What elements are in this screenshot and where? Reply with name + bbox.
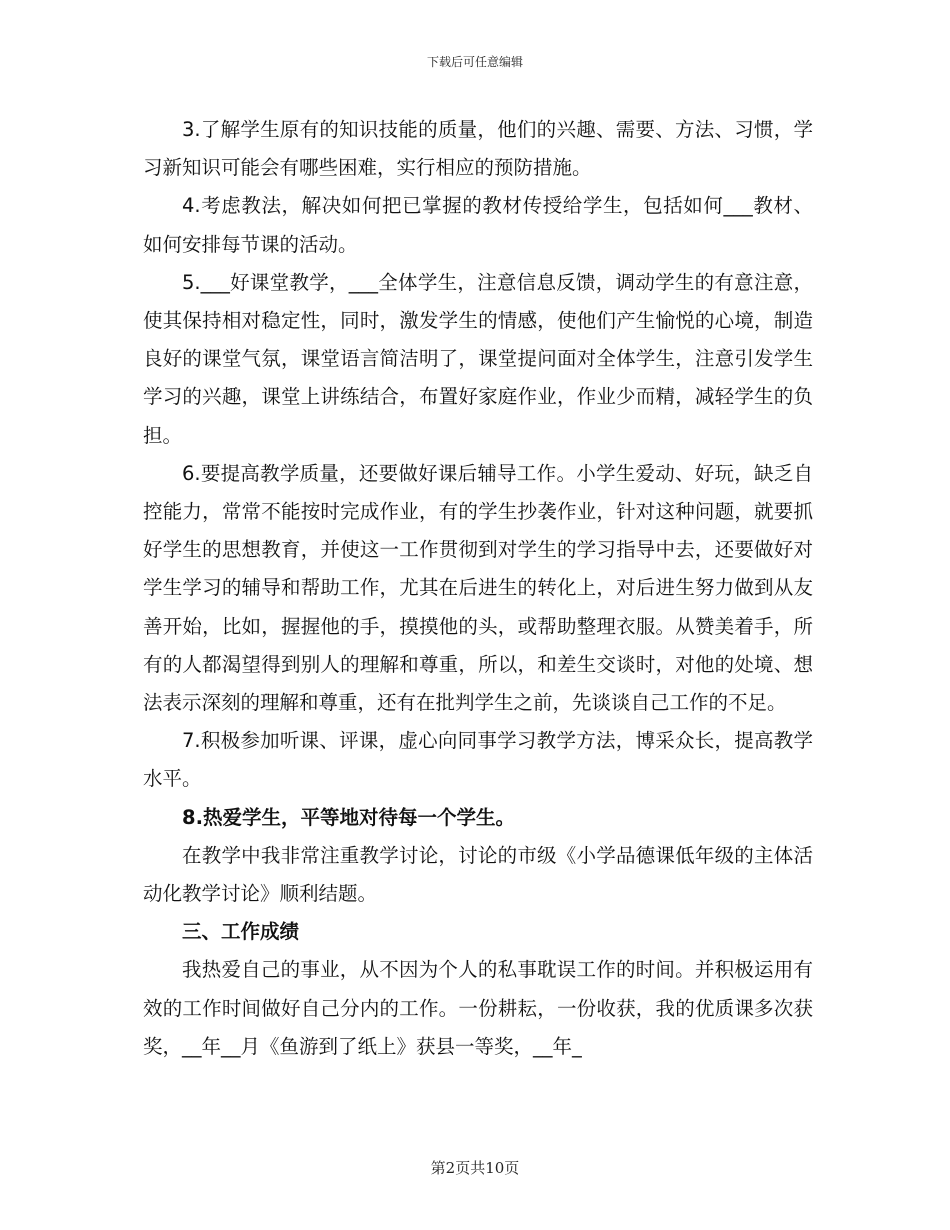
- page-header: 下载后可任意编辑: [426, 55, 523, 69]
- paragraph-item-3: 3.了解学生原有的知识技能的质量，他们的兴趣、需要、方法、习惯，学习新知识可能会有哪些困难，实行相应的预防措施。: [143, 118, 813, 180]
- paragraph-achievements: 我热爱自己的事业，从不因为个人的私事耽误工作的时间。并积极运用有效的工作时间做好自己分内的工作。一份耕耘，一份收获，我的优质课多次获奖，__年__月《鱼游到了纸上》获县一等奖，__年_: [143, 958, 813, 1058]
- paragraph-item-5: 5.___好课堂教学，___全体学生，注意信息反馈，调动学生的有意注意，使其保持相对稳定性，同时，激发学生的情感，使他们产生愉悦的心境，制造良好的课堂气氛，课堂语言简洁明了，课堂提问面对全体学生，注意引发学生学习的兴趣，课堂上讲练结合，布置好家庭作业，作业少而精，减轻学生的负担。: [143, 270, 813, 447]
- paragraph-item-4: 4.考虑教法，解决如何把已掌握的教材传授给学生，包括如何___教材、如何安排每节课的活动。: [143, 194, 813, 256]
- paragraph-item-8-heading: 8.热爱学生，平等地对待每一个学生。: [182, 805, 515, 829]
- paragraph-item-6: 6.要提高教学质量，还要做好课后辅导工作。小学生爱动、好玩，缺乏自控能力，常常不能按时完成作业，有的学生抄袭作业，针对这种问题，就要抓好学生的思想教育，并使这一工作贯彻到对学生的学习指导中去，还要做好对学生学习的辅导和帮助工作，尤其在后进生的转化上，对后进生努力做到从友善开始，比如，握握他的手，摸摸他的头，或帮助整理衣服。从赞美着手，所有的人都渴望得到别人的理解和尊重，所以，和差生交谈时，对他的处境、想法表示深刻的理解和尊重，还有在批判学生之前，先谈谈自己工作的不足。: [143, 461, 813, 715]
- section-heading-achievements: 三、工作成绩: [182, 920, 300, 944]
- document-body: [143, 111, 813, 1066]
- paragraph-research: 在教学中我非常注重教学讨论，讨论的市级《小学品德课低年级的主体活动化教学讨论》顺利结题。: [143, 843, 813, 906]
- paragraph-item-7: 7.积极参加听课、评课，虚心向同事学习教学方法，博采众长，提高教学水平。: [143, 729, 813, 791]
- page-footer: 第2页共10页: [430, 1159, 520, 1177]
